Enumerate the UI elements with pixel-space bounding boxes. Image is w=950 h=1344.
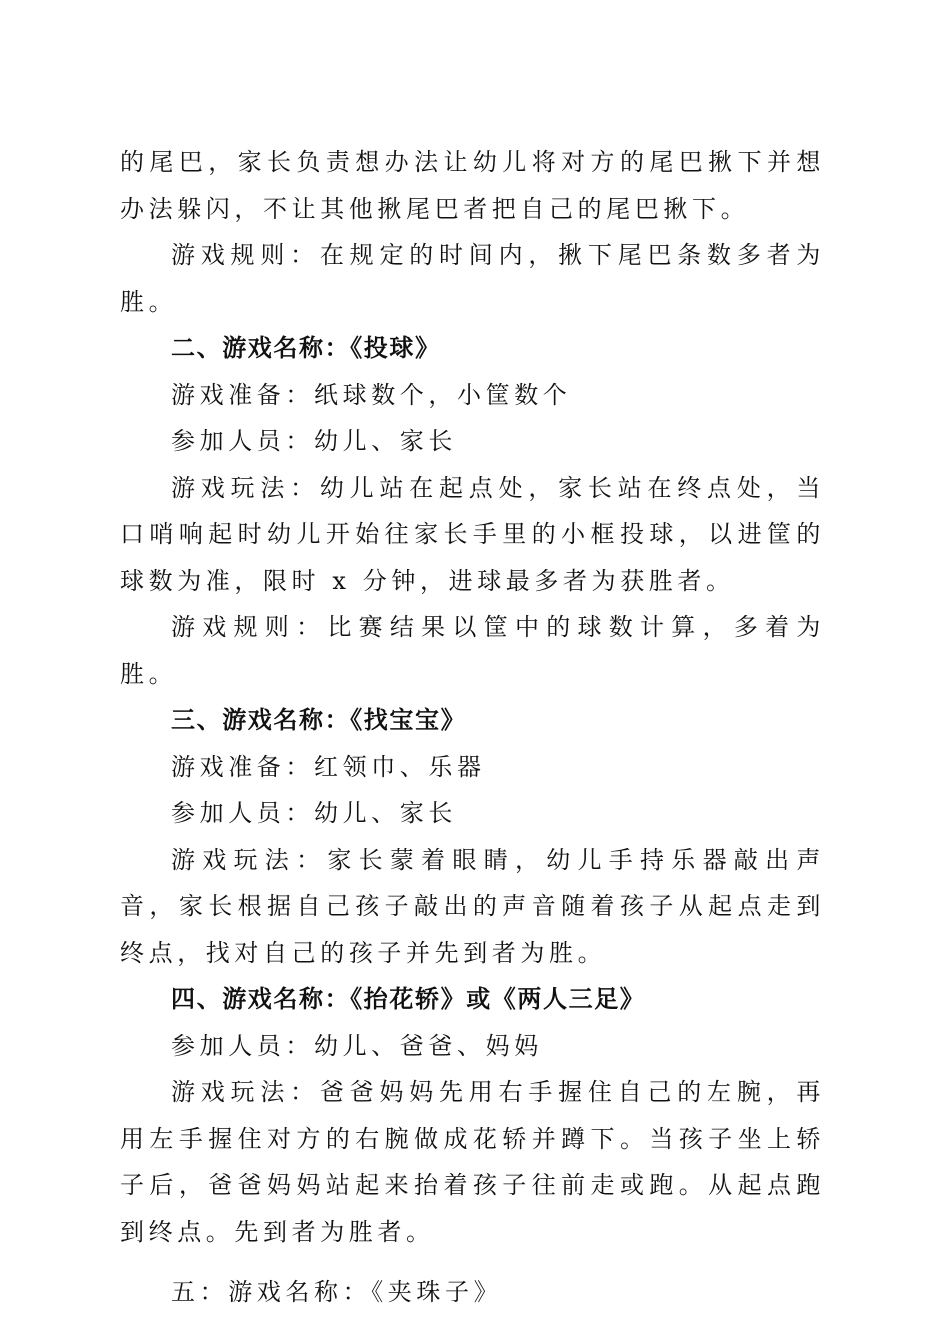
paragraph-game1-rules: 游戏规则：在规定的时间内，揪下尾巴条数多者为胜。: [120, 241, 825, 316]
paragraph-continuation-tail: 的尾巴，家长负责想办法让幼儿将对方的尾巴揪下并想办法躲闪，不让其他揪尾巴者把自己的尾巴揪下。: [120, 148, 825, 223]
paragraph-game4-participants: 参加人员：幼儿、爸爸、妈妈: [171, 1031, 543, 1060]
document-body: [120, 139, 825, 1316]
paragraph-game2-participants: 参加人员：幼儿、家长: [171, 427, 457, 455]
paragraph-game2-gameplay: 游戏玩法：幼儿站在起点处，家长站在终点处，当口哨响起时幼儿开始往家长手里的小框投球，以进筐的球数为准，限时 x 分钟，进球最多者为获胜者。: [120, 473, 825, 595]
heading-game4: 四、游戏名称：《抬花轿》或《两人三足》: [171, 985, 646, 1013]
paragraph-game3-gameplay: 游戏玩法：家长蒙着眼睛，幼儿手持乐器敲出声音，家长根据自己孩子敲出的声音随着孩子从起点走到终点，找对自己的孩子并先到者为胜。: [120, 845, 825, 967]
paragraph-game4-gameplay: 游戏玩法：爸爸妈妈先用右手握住自己的左腕，再用左手握住对方的右腕做成花轿并蹲下。当孩子坐上轿子后，爸爸妈妈站起来抬着孩子往前走或跑。从起点跑到终点。先到者为胜者。: [120, 1078, 825, 1246]
heading-game3: 三、游戏名称：《找宝宝》: [171, 706, 467, 734]
paragraph-game2-preparation: 游戏准备：纸球数个，小筐数个: [171, 380, 572, 409]
paragraph-game3-participants: 参加人员：幼儿、家长: [171, 799, 457, 827]
paragraph-game2-rules: 游戏规则：比赛结果以筐中的球数计算，多着为胜。: [120, 613, 825, 688]
heading-game2: 二、游戏名称：《投球》: [171, 334, 441, 362]
paragraph-game3-preparation: 游戏准备：红领巾、乐器: [171, 752, 486, 781]
heading-game5: 五：游戏名称：《夹珠子》: [171, 1278, 503, 1306]
